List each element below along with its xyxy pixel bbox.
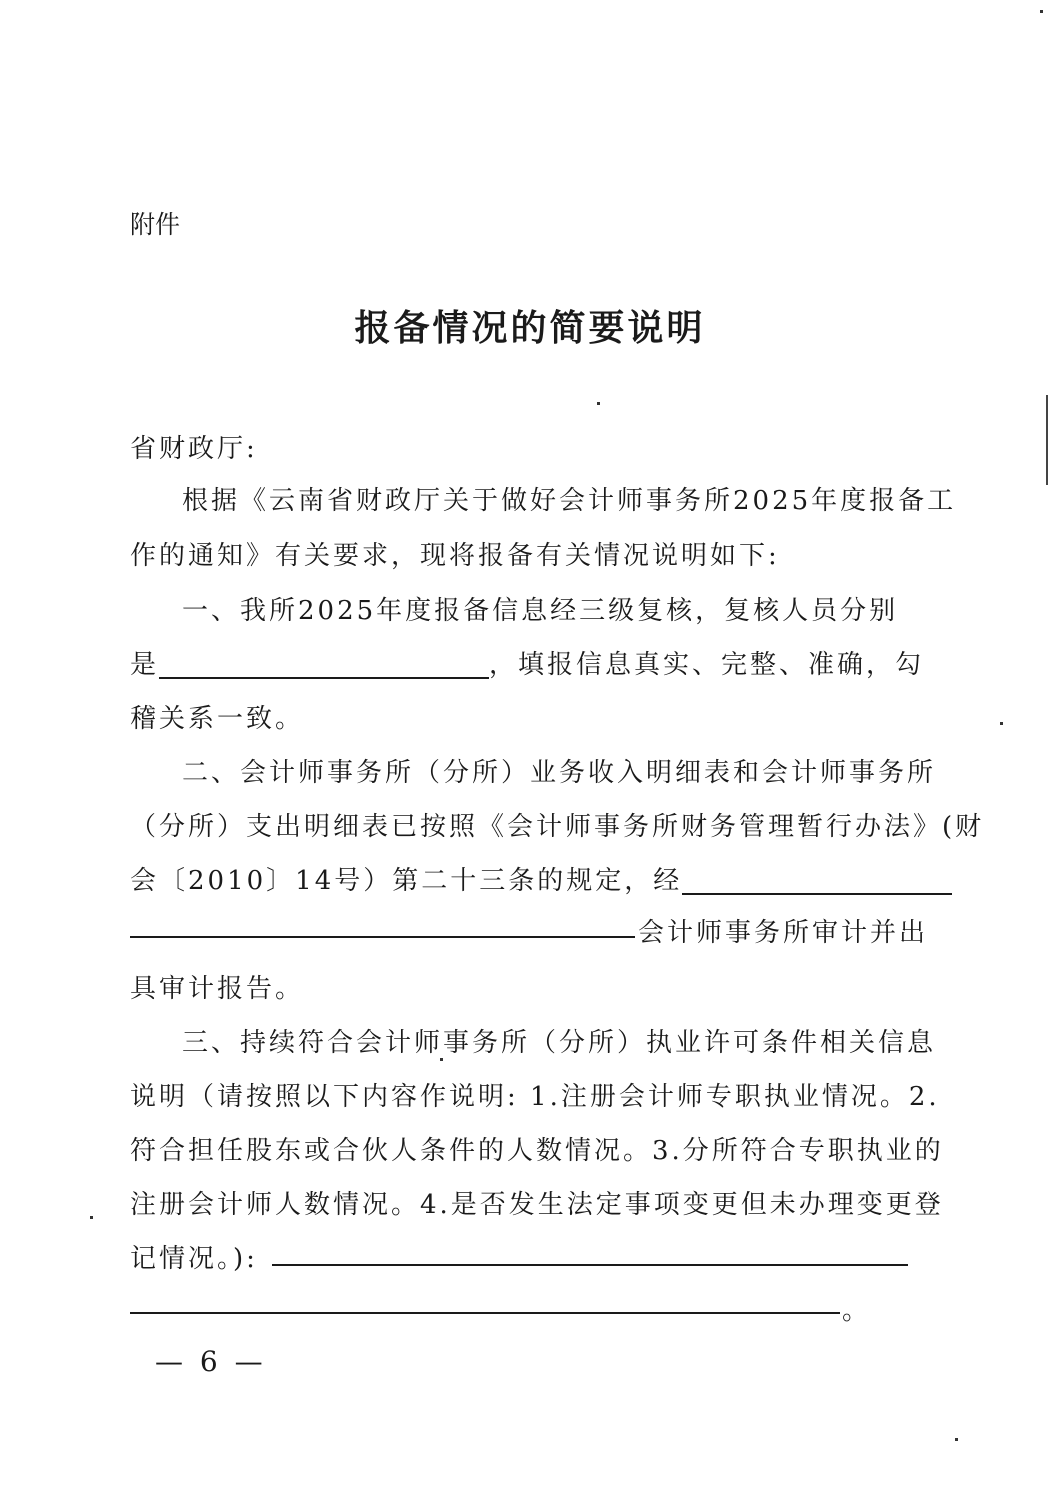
item3-line-4: 注册会计师人数情况。4.是否发生法定事项变更但未办理变更登 xyxy=(130,1190,944,1220)
page-number: — 6 — xyxy=(155,1345,267,1378)
item3-line-5: 记情况。): xyxy=(130,1244,258,1274)
item3-line-3: 符合担任股东或合伙人条件的人数情况。3.分所符合专职执业的 xyxy=(130,1136,944,1166)
item1-line-1: 一、我所2025年度报备信息经三级复核，复核人员分别 xyxy=(182,596,899,626)
item3-line-1: 三、持续符合会计师事务所（分所）执业许可条件相关信息 xyxy=(182,1028,937,1058)
end-mark: 。 xyxy=(842,1296,872,1326)
license-info-blank-2[interactable] xyxy=(130,1312,840,1314)
item3-line-2: 说明（请按照以下内容作说明: 1.注册会计师专职执业情况。2. xyxy=(130,1082,940,1112)
audit-firm-blank-1[interactable] xyxy=(682,893,952,895)
item1-line-3: 稽关系一致。 xyxy=(130,704,305,734)
item2-line-4: 会计师事务所审计并出 xyxy=(638,918,929,948)
item1-prefix: 是 xyxy=(130,650,160,680)
scan-speck xyxy=(440,1058,443,1061)
scan-speck xyxy=(90,1216,93,1219)
item1-suffix: ，填报信息真实、完整、准确，勾 xyxy=(489,650,925,680)
item2-line-3-text: 会〔2010〕14号）第二十三条的规定，经 xyxy=(130,866,683,896)
intro-line-1: 根据《云南省财政厅关于做好会计师事务所2025年度报备工 xyxy=(182,486,957,516)
item2-line-1: 二、会计师事务所（分所）业务收入明细表和会计师事务所 xyxy=(182,758,937,788)
scan-speck xyxy=(955,1438,958,1441)
scan-speck xyxy=(1040,10,1043,13)
intro-line-2: 作的通知》有关要求，现将报备有关情况说明如下: xyxy=(130,541,780,571)
attachment-label: 附件 xyxy=(130,210,181,239)
item2-line-2: （分所）支出明细表已按照《会计师事务所财务管理暂行办法》(财 xyxy=(130,812,985,842)
item2-line-5: 具审计报告。 xyxy=(130,974,305,1004)
item1-line-2 xyxy=(130,644,924,681)
scan-speck xyxy=(1000,722,1003,725)
scan-speck xyxy=(597,402,600,405)
reviewer-names-blank[interactable] xyxy=(159,677,489,679)
scan-edge-mark xyxy=(1046,395,1048,485)
item2-line-3 xyxy=(130,860,952,897)
license-info-blank-1[interactable] xyxy=(272,1264,908,1266)
audit-firm-blank-2[interactable] xyxy=(130,936,635,938)
page-title: 报备情况的简要说明 xyxy=(354,307,706,349)
salutation: 省财政厅: xyxy=(130,434,258,464)
